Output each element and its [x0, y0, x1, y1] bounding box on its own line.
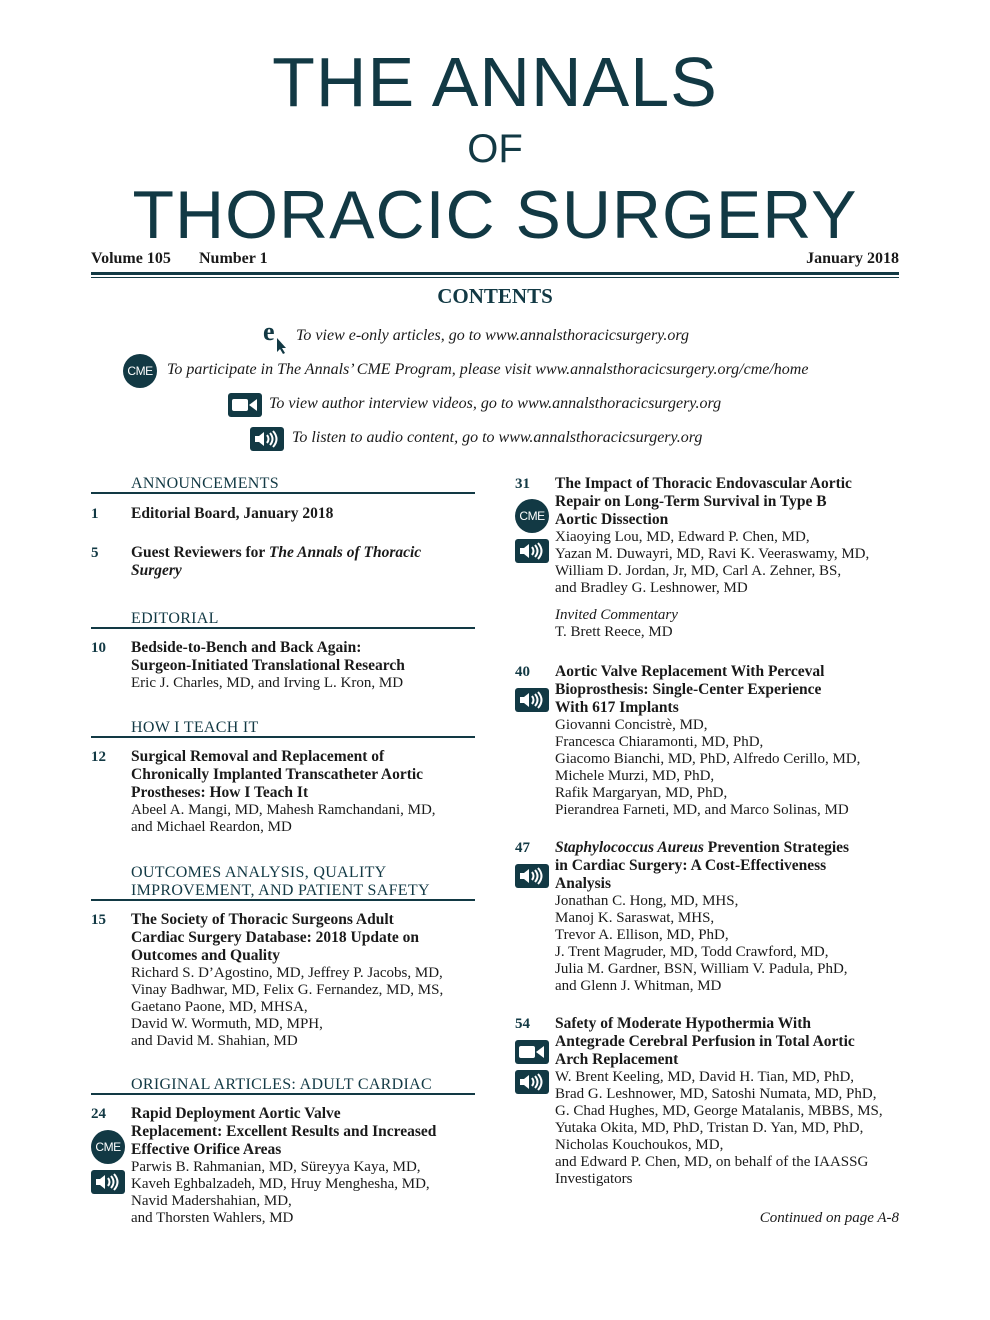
- journal-title-line2: OF: [467, 127, 523, 171]
- article-authors: Rafik Margaryan, MD, PhD,: [555, 785, 728, 801]
- article-title: Surgeon-Initiated Translational Research: [131, 657, 405, 674]
- journal-title-line3: THORACIC SURGERY: [132, 177, 858, 253]
- article-entry[interactable]: [555, 839, 849, 995]
- audio-speaker-icon[interactable]: [515, 864, 549, 888]
- article-authors: and Glenn J. Whitman, MD: [555, 978, 722, 994]
- article-title: The Impact of Thoracic Endovascular Aortic: [555, 475, 852, 492]
- article-authors: and Bradley G. Leshnower, MD: [555, 580, 748, 596]
- section-how-i-teach-it: HOW I TEACH IT: [131, 719, 259, 736]
- article-authors: Manoj K. Saraswat, MHS,: [555, 910, 715, 926]
- issue-date: January 2018: [806, 250, 899, 267]
- volume-label: Volume 105: [91, 250, 171, 267]
- article-authors: Nicholas Kouchoukos, MD,: [555, 1137, 724, 1153]
- page-number: 40: [515, 664, 530, 680]
- article-authors: and David M. Shahian, MD: [131, 1033, 298, 1049]
- article-authors: Giacomo Bianchi, MD, PhD, Alfredo Cerillo, MD,: [555, 751, 861, 767]
- article-authors: Francesca Chiaramonti, MD, PhD,: [555, 734, 764, 750]
- invited-commentary-label: Invited Commentary: [555, 607, 678, 623]
- article-title: Arch Replacement: [555, 1051, 679, 1068]
- article-authors: Navid Madershahian, MD,: [131, 1193, 292, 1209]
- article-title: Aortic Dissection: [555, 511, 669, 528]
- article-title-link[interactable]: [131, 544, 476, 580]
- article-entry[interactable]: [131, 911, 443, 1050]
- svg-text:e: e: [263, 318, 275, 346]
- article-authors: Xiaoying Lou, MD, Edward P. Chen, MD,: [555, 529, 810, 545]
- article-title: Outcomes and Quality: [131, 947, 280, 964]
- article-title: With 617 Implants: [555, 699, 679, 716]
- article-authors: G. Chad Hughes, MD, George Matalanis, MBBS, MS,: [555, 1103, 883, 1119]
- video-notice: To view author interview videos, go to www.annalsthoracicsurgery.org: [269, 395, 722, 412]
- page-number: 47: [515, 840, 530, 856]
- article-entry[interactable]: [555, 475, 869, 641]
- article-title: [555, 839, 849, 857]
- section-original-articles: ORIGINAL ARTICLES: ADULT CARDIAC: [131, 1076, 432, 1093]
- page-number: 5: [91, 545, 99, 561]
- article-authors: Julia M. Gardner, BSN, William V. Padula, PhD,: [555, 961, 848, 977]
- audio-speaker-icon[interactable]: [515, 688, 549, 712]
- continued-note: Continued on page A-8: [759, 1210, 899, 1226]
- article-entry[interactable]: [131, 639, 405, 692]
- article-authors: and Michael Reardon, MD: [131, 819, 292, 835]
- article-authors: David W. Wormuth, MD, MPH,: [131, 1016, 323, 1032]
- article-title-link[interactable]: Editorial Board, January 2018: [131, 505, 334, 522]
- article-authors: Yutaka Okita, MD, PhD, Tristan D. Yan, MD, PhD,: [555, 1120, 864, 1136]
- article-authors: and Thorsten Wahlers, MD: [131, 1210, 294, 1226]
- audio-notice: To listen to audio content, go to www.annalsthoracicsurgery.org: [292, 429, 703, 446]
- article-authors: Abeel A. Mangi, MD, Mahesh Ramchandani, MD,: [131, 802, 436, 818]
- article-authors: Kaveh Eghbalzadeh, MD, Hruy Menghesha, MD,: [131, 1176, 430, 1192]
- article-title: Repair on Long-Term Survival in Type B: [555, 493, 827, 510]
- audio-speaker-icon: [250, 427, 284, 451]
- article-entry[interactable]: [131, 1105, 436, 1227]
- title-text-italic: Staphylococcus Aureus: [555, 839, 704, 856]
- article-authors: J. Trent Magruder, MD, Todd Crawford, MD,: [555, 944, 829, 960]
- page-number: 24: [91, 1106, 106, 1122]
- section-rule: [91, 899, 475, 901]
- article-authors: Michele Murzi, MD, PhD,: [555, 768, 715, 784]
- audio-speaker-icon[interactable]: [515, 539, 549, 563]
- page-number: 15: [91, 912, 106, 928]
- section-outcomes: IMPROVEMENT, AND PATIENT SAFETY: [131, 882, 430, 899]
- article-title: Prostheses: How I Teach It: [131, 784, 309, 801]
- video-camera-icon: [228, 393, 262, 417]
- commentary-author: T. Brett Reece, MD: [555, 624, 673, 640]
- section-rule: [91, 627, 475, 629]
- article-authors: Trevor A. Ellison, MD, PhD,: [555, 927, 729, 943]
- section-editorial: EDITORIAL: [131, 610, 219, 627]
- article-title: Rapid Deployment Aortic Valve: [131, 1105, 341, 1122]
- cme-icon: CME: [91, 1130, 125, 1164]
- article-title: Bioprosthesis: Single-Center Experience: [555, 681, 822, 698]
- article-title: in Cardiac Surgery: A Cost-Effectiveness: [555, 857, 827, 874]
- article-authors: Gaetano Paone, MD, MHSA,: [131, 999, 308, 1015]
- contents-heading: CONTENTS: [437, 284, 553, 308]
- article-entry[interactable]: [555, 663, 860, 819]
- article-title: Replacement: Excellent Results and Increased: [131, 1123, 437, 1140]
- article-title: Chronically Implanted Transcatheter Aortic: [131, 766, 424, 783]
- article-authors: Brad G. Leshnower, MD, Satoshi Numata, MD, PhD,: [555, 1086, 877, 1102]
- article-authors: and Edward P. Chen, MD, on behalf of the IAASSG: [555, 1154, 869, 1170]
- title-text-italic: Surgery: [131, 562, 182, 579]
- cme-icon: CME: [515, 499, 549, 533]
- title-text: Guest Reviewers for: [131, 544, 269, 561]
- article-entry[interactable]: [131, 748, 436, 836]
- header-rule-thin: [91, 277, 899, 278]
- section-rule: [91, 1093, 475, 1095]
- page-number: 10: [91, 640, 106, 656]
- article-title: Bedside-to-Bench and Back Again:: [131, 639, 362, 656]
- article-authors: Pierandrea Farneti, MD, and Marco Solinas, MD: [555, 802, 849, 818]
- article-authors: Giovanni Concistrè, MD,: [555, 717, 708, 733]
- journal-title-line1: THE ANNALS: [272, 43, 718, 121]
- audio-speaker-icon[interactable]: [91, 1170, 125, 1194]
- article-title: Aortic Valve Replacement With Perceval: [555, 663, 825, 680]
- article-authors: Richard S. D’Agostino, MD, Jeffrey P. Jacobs, MD,: [131, 965, 443, 981]
- article-authors: W. Brent Keeling, MD, David H. Tian, MD, PhD,: [555, 1069, 855, 1085]
- article-title: Antegrade Cerebral Perfusion in Total Aortic: [555, 1033, 855, 1050]
- section-rule: [91, 736, 475, 738]
- article-title: Cardiac Surgery Database: 2018 Update on: [131, 929, 420, 946]
- article-authors: Investigators: [555, 1171, 633, 1187]
- article-title: Safety of Moderate Hypothermia With: [555, 1015, 811, 1032]
- issue-number: Number 1: [199, 250, 268, 267]
- article-title: Analysis: [555, 875, 611, 892]
- section-outcomes: OUTCOMES ANALYSIS, QUALITY: [131, 864, 387, 881]
- page-number: 31: [515, 476, 530, 492]
- article-title: The Society of Thoracic Surgeons Adult: [131, 911, 394, 928]
- e-only-icon: [262, 318, 290, 354]
- article-authors: Eric J. Charles, MD, and Irving L. Kron, MD: [131, 675, 404, 691]
- section-rule: [91, 492, 475, 494]
- title-text-italic: The Annals of Thoracic: [268, 544, 422, 561]
- article-entry[interactable]: [555, 1015, 883, 1188]
- article-authors: Jonathan C. Hong, MD, MHS,: [555, 893, 739, 909]
- e-only-notice: To view e-only articles, go to www.annalsthoracicsurgery.org: [296, 327, 690, 344]
- page-number: 54: [515, 1016, 530, 1032]
- video-camera-icon[interactable]: [515, 1040, 549, 1064]
- article-authors: William D. Jordan, Jr, MD, Carl A. Zehner, BS,: [555, 563, 842, 579]
- article-title: Surgical Removal and Replacement of: [131, 748, 385, 765]
- section-announcements: ANNOUNCEMENTS: [131, 475, 279, 492]
- audio-speaker-icon[interactable]: [515, 1070, 549, 1094]
- article-authors: Yazan M. Duwayri, MD, Ravi K. Veeraswamy, MD,: [555, 546, 870, 562]
- title-text: Prevention Strategies: [703, 839, 850, 856]
- page-number: 12: [91, 749, 106, 765]
- article-authors: Parwis B. Rahmanian, MD, Süreyya Kaya, MD,: [131, 1159, 421, 1175]
- cme-icon: CME: [123, 354, 157, 388]
- article-title: Effective Orifice Areas: [131, 1141, 282, 1158]
- header-rule: [91, 272, 899, 275]
- page-number: 1: [91, 506, 99, 522]
- article-authors: Vinay Badhwar, MD, Felix G. Fernandez, MD, MS,: [131, 982, 444, 998]
- cme-notice: To participate in The Annals’ CME Program, please visit www.annalsthoracicsurgery.org/cme/home: [167, 361, 809, 378]
